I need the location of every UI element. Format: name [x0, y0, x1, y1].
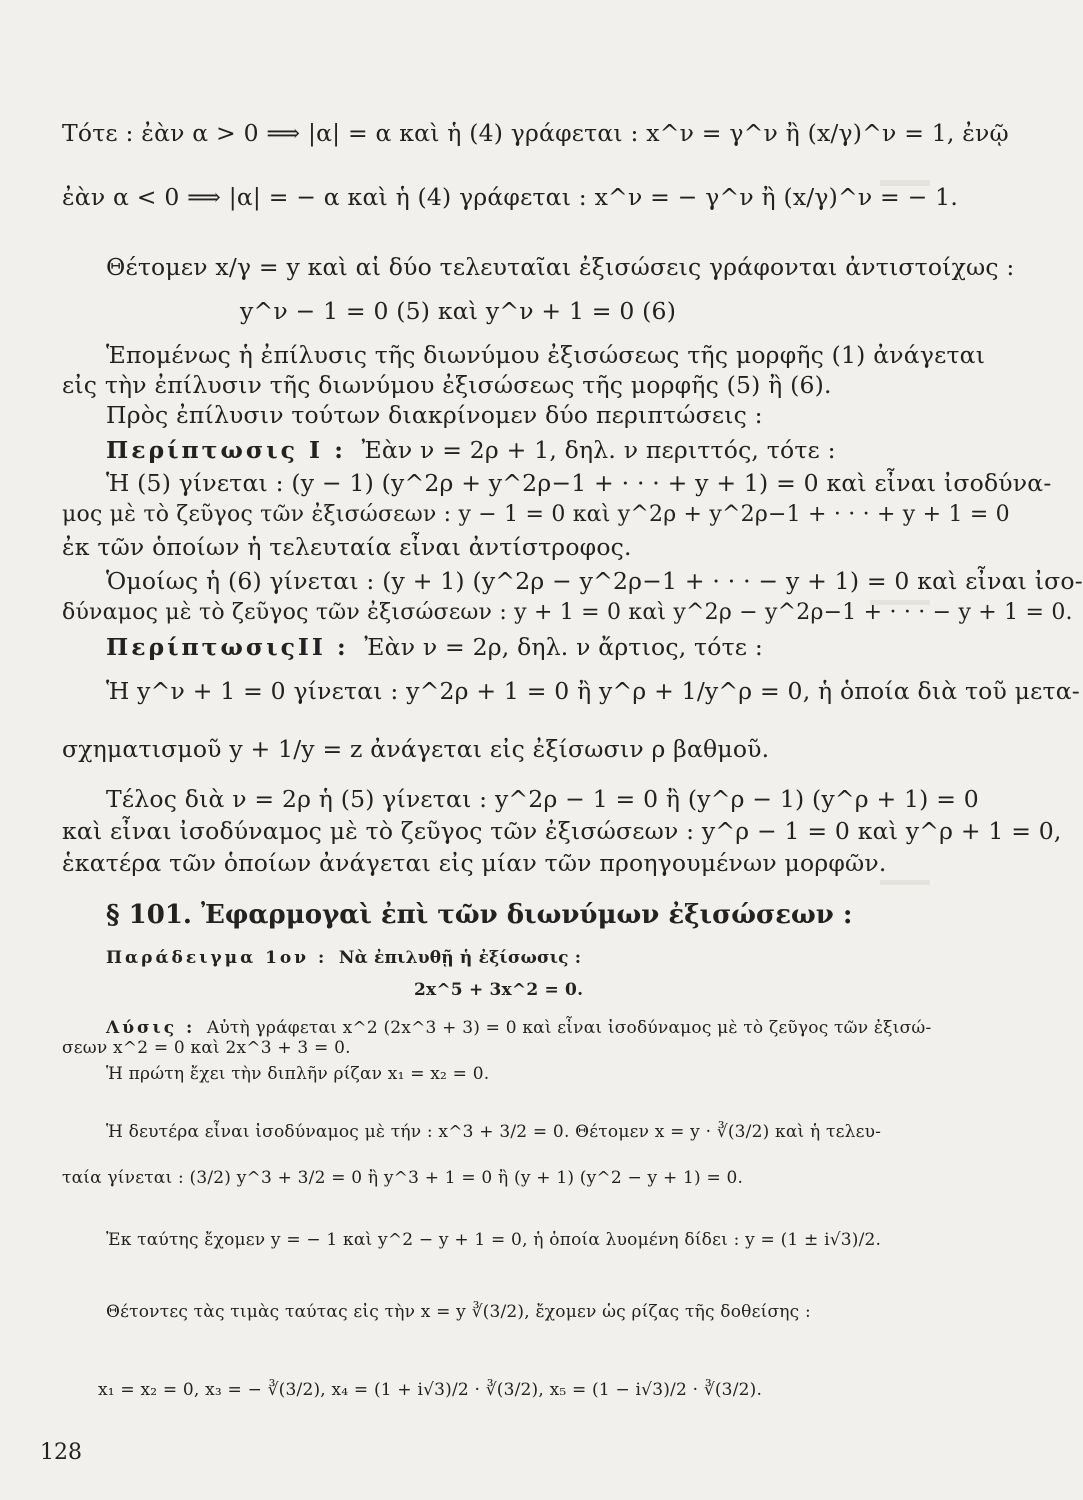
case-heading — [106, 632, 763, 662]
solution-label: Λύσις : — [106, 1018, 196, 1038]
text-line: Ἡ y^ν + 1 = 0 γίνεται : y^2ρ + 1 = 0 ἢ y^ρ + 1/y^ρ = 0, ἡ ὁποία διὰ τοῦ μετα- — [106, 677, 1080, 705]
bleed-through-mark — [880, 880, 930, 885]
section-heading: § 101. Ἐφαρμογαὶ ἐπὶ τῶν διωνύμων ἐξισώσεων : — [106, 900, 853, 930]
text-line: ἐκ τῶν ὁποίων ἡ τελευταία εἶναι ἀντίστροφος. — [62, 533, 632, 561]
text-line: μος μὲ τὸ ζεῦγος τῶν ἐξισώσεων : y − 1 = 0 καὶ y^2ρ + y^2ρ−1 + · · · + y + 1 = 0 — [62, 502, 1010, 527]
solution-line: σεων x^2 = 0 καὶ 2x^3 + 3 = 0. — [62, 1038, 351, 1058]
text-line: Ἑπομένως ἡ ἐπίλυσις τῆς διωνύμου ἐξισώσεως τῆς μορφῆς (1) ἀνάγεται — [106, 341, 986, 369]
text-line: Ὁμοίως ἡ (6) γίνεται : (y + 1) (y^2ρ − y^2ρ−1 + · · · − y + 1) = 0 καὶ εἶναι ἰσο- — [106, 567, 1083, 595]
case-text: Ἐὰν ν = 2ρ, δηλ. ν ἄρτιος, τότε : — [364, 633, 763, 661]
solution-line: x₁ = x₂ = 0, x₃ = − ∛(3/2), x₄ = (1 + i√3)/2 · ∛(3/2), x₅ = (1 − i√3)/2 · ∛(3/2). — [98, 1380, 763, 1400]
example-label: Παράδειγμα 1ον : — [106, 948, 328, 968]
text-line: Τότε : ἐὰν α > 0 ⟹ |α| = α καὶ ἡ (4) γράφεται : x^ν = γ^ν ἢ (x/γ)^ν = 1, ἐνῷ — [62, 119, 1009, 147]
example-heading — [106, 946, 581, 970]
case-text: Ἐὰν ν = 2ρ + 1, δηλ. ν περιττός, τότε : — [361, 436, 836, 464]
text-line: Τέλος διὰ ν = 2ρ ἡ (5) γίνεται : y^2ρ − 1 = 0 ἢ (y^ρ − 1) (y^ρ + 1) = 0 — [106, 785, 979, 813]
text-line: καὶ εἶναι ἰσοδύναμος μὲ τὸ ζεῦγος τῶν ἐξισώσεων : y^ρ − 1 = 0 καὶ y^ρ + 1 = 0, — [62, 817, 1062, 845]
case-heading — [106, 435, 836, 465]
text-line: εἰς τὴν ἐπίλυσιν τῆς διωνύμου ἐξισώσεως τῆς μορφῆς (5) ἢ (6). — [62, 371, 832, 399]
solution-line: Ἡ δευτέρα εἶναι ἰσοδύναμος μὲ τήν : x^3 + 3/2 = 0. Θέτομεν x = y · ∛(3/2) καὶ ἡ τελευ- — [106, 1122, 882, 1142]
text-line: δύναμος μὲ τὸ ζεῦγος τῶν ἐξισώσεων : y + 1 = 0 καὶ y^2ρ − y^2ρ−1 + · · · − y + 1 = 0. — [62, 600, 1073, 625]
text-line: Πρὸς ἐπίλυσιν τούτων διακρίνομεν δύο περιπτώσεις : — [106, 401, 763, 429]
text-line: y^ν − 1 = 0 (5) καὶ y^ν + 1 = 0 (6) — [240, 297, 677, 325]
solution-line: Ἡ πρώτη ἔχει τὴν διπλῆν ρίζαν x₁ = x₂ = 0. — [106, 1064, 490, 1084]
text-line: Θέτομεν x/γ = y καὶ αἱ δύο τελευταῖαι ἐξισώσεις γράφονται ἀντιστοίχως : — [106, 253, 1015, 281]
text-line: Ἡ (5) γίνεται : (y − 1) (y^2ρ + y^2ρ−1 + · · · + y + 1) = 0 καὶ εἶναι ἰσοδύνα- — [106, 469, 1052, 497]
case-label: Περίπτωσις Ι : — [106, 436, 346, 464]
solution-line: Ἐκ ταύτης ἔχομεν y = − 1 καὶ y^2 − y + 1 = 0, ἡ ὁποία λυομένη δίδει : y = (1 ± i√3)/2. — [106, 1230, 882, 1250]
text-line: ἑκατέρα τῶν ὁποίων ἀνάγεται εἰς μίαν τῶν προηγουμένων μορφῶν. — [62, 849, 887, 877]
page-number: 128 — [40, 1440, 82, 1465]
solution-line: Θέτοντες τὰς τιμὰς ταύτας εἰς τὴν x = y ∛(3/2), ἔχομεν ὡς ρίζας τῆς δοθείσης : — [106, 1302, 811, 1322]
text-line: σχηματισμοῦ y + 1/y = z ἀνάγεται εἰς ἐξίσωσιν ρ βαθμοῦ. — [62, 735, 770, 763]
example-equation: 2x^5 + 3x^2 = 0. — [414, 980, 584, 1000]
case-label: ΠερίπτωσιςΙΙ : — [106, 633, 349, 661]
text-line: ἐὰν α < 0 ⟹ |α| = − α καὶ ἡ (4) γράφεται : x^ν = − γ^ν ἢ (x/γ)^ν = − 1. — [62, 183, 959, 211]
solution-text: Αὐτὴ γράφεται x^2 (2x^3 + 3) = 0 καὶ εἶναι ἰσοδύναμος μὲ τὸ ζεῦγος τῶν ἐξισώ- — [206, 1018, 932, 1038]
example-task: Νὰ ἐπιλυθῇ ἡ ἐξίσωσις : — [338, 948, 582, 968]
solution-line: ταία γίνεται : (3/2) y^3 + 3/2 = 0 ἢ y^3 + 1 = 0 ἢ (y + 1) (y^2 − y + 1) = 0. — [62, 1168, 744, 1188]
